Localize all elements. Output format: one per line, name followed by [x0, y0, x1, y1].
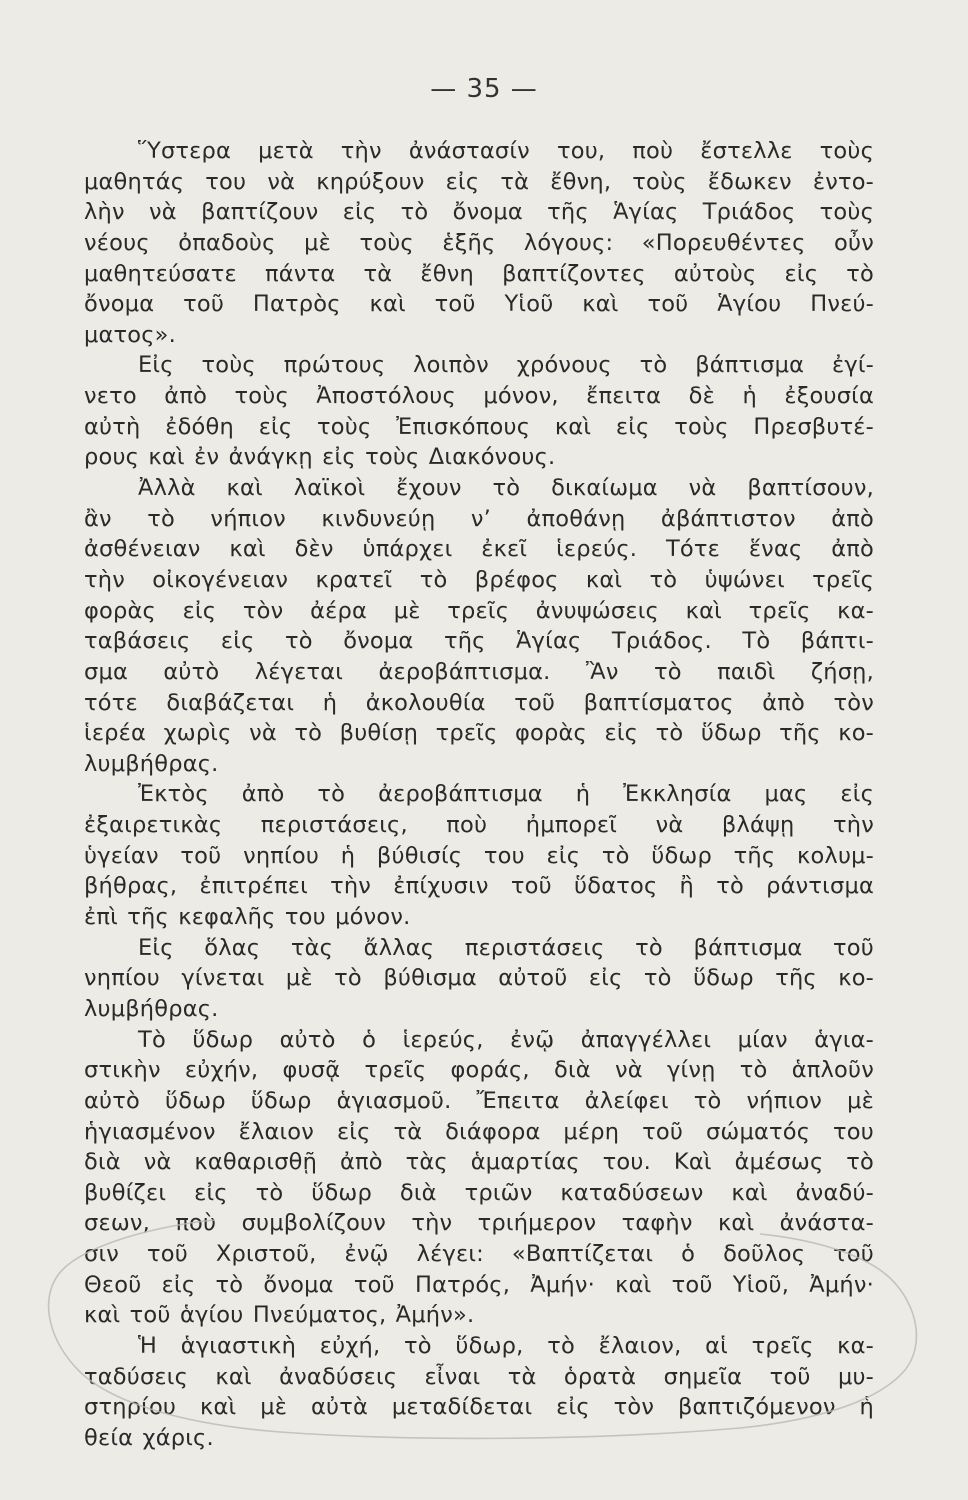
text-line: λυμβήθρας.: [84, 995, 219, 1022]
text-line: ρους καὶ ἐν ἀνάγκῃ εἰς τοὺς Διακόνους.: [84, 444, 556, 471]
text-line: σιν τοῦ Χριστοῦ, ἐνῷ λέγει: «Βαπτίζεται ὁ δοῦλος τοῦ: [84, 1241, 874, 1268]
text-line: Ὕστερα μετὰ τὴν ἀνάστασίν του, ποὺ ἔστελλε τοὺς: [138, 138, 874, 164]
text-line: Ἀλλὰ καὶ λαϊκοὶ ἔχουν τὸ δικαίωμα νὰ βαπτίσουν,: [138, 475, 874, 502]
text-line: Ἡ ἁγιαστικὴ εὐχή, τὸ ὕδωρ, τὸ ἔλαιον, αἱ τρεῖς κα-: [138, 1332, 874, 1359]
text-line: αὐτὸ ὕδωρ ὕδωρ ἁγιασμοῦ. Ἔπειτα ἀλείφει τὸ νήπιον μὲ: [84, 1087, 874, 1114]
text-line: Εἰς ὅλας τὰς ἄλλας περιστάσεις τὸ βάπτισμα τοῦ: [138, 934, 874, 961]
text-line: νετο ἀπὸ τοὺς Ἀποστόλους μόνον, ἔπειτα δὲ ἡ ἐξουσία: [84, 383, 874, 410]
text-line: ὄνομα τοῦ Πατρὸς καὶ τοῦ Υἱοῦ καὶ τοῦ Ἁγίου Πνεύ-: [84, 291, 874, 318]
text-line: θεία χάρις.: [84, 1424, 214, 1451]
text-line: διὰ νὰ καθαρισθῇ ἀπὸ τὰς ἁμαρτίας του. Καὶ ἀμέσως τὸ: [84, 1149, 874, 1176]
text-line: ματος».: [84, 321, 176, 348]
text-line: καὶ τοῦ ἁγίου Πνεύματος, Ἀμήν».: [84, 1302, 475, 1329]
text-line: σεων, ποὺ συμβολίζουν τὴν τριήμερον ταφὴν καὶ ἀνάστα-: [84, 1210, 874, 1237]
text-line: μαθητεύσατε πάντα τὰ ἔθνη βαπτίζοντες αὐτοὺς εἰς τὸ: [84, 260, 874, 287]
text-line: τὴν οἰκογένειαν κρατεῖ τὸ βρέφος καὶ τὸ ὑψώνει τρεῖς: [84, 566, 874, 593]
text-line: ἐπὶ τῆς κεφαλῆς του μόνον.: [84, 904, 411, 931]
text-line: ταβάσεις εἰς τὸ ὄνομα τῆς Ἁγίας Τριάδος. Τὸ βάπτι-: [84, 628, 874, 655]
text-line: Τὸ ὕδωρ αὐτὸ ὁ ἱερεύς, ἐνῷ ἀπαγγέλλει μίαν ἁγια-: [138, 1026, 874, 1053]
text-line: ἱερέα χωρὶς νὰ τὸ βυθίσῃ τρεῖς φορὰς εἰς τὸ ὕδωρ τῆς κο-: [84, 720, 874, 747]
text-line: στηρίου καὶ μὲ αὐτὰ μεταδίδεται εἰς τὸν βαπτιζόμενον ἡ: [84, 1394, 874, 1421]
text-line: ὑγείαν τοῦ νηπίου ἡ βύθισίς του εἰς τὸ ὕδωρ τῆς κολυμ-: [84, 842, 874, 869]
text-line: βυθίζει εἰς τὸ ὕδωρ διὰ τριῶν καταδύσεων καὶ ἀναδύ-: [84, 1179, 874, 1206]
text-line: Θεοῦ εἰς τὸ ὄνομα τοῦ Πατρός, Ἀμήν· καὶ τοῦ Υἱοῦ, Ἀμήν·: [84, 1271, 874, 1298]
text-line: ἡγιασμένον ἔλαιον εἰς τὰ διάφορα μέρη τοῦ σώματός του: [84, 1118, 874, 1145]
text-line: Ἐκτὸς ἀπὸ τὸ ἀεροβάπτισμα ἡ Ἐκκλησία μας εἰς: [138, 781, 874, 808]
text-line: τότε διαβάζεται ἡ ἀκολουθία τοῦ βαπτίσματος ἀπὸ τὸν: [84, 689, 874, 716]
text-line: λυμβήθρας.: [84, 750, 219, 777]
text-line: μαθητάς του νὰ κηρύξουν εἰς τὰ ἔθνη, τοὺς ἔδωκεν ἐντο-: [84, 168, 874, 195]
text-line: ἂν τὸ νήπιον κινδυνεύῃ ν’ ἀποθάνῃ ἀβάπτιστον ἀπὸ: [84, 505, 874, 532]
text-line: ταδύσεις καὶ ἀναδύσεις εἶναι τὰ ὁρατὰ σημεῖα τοῦ μυ-: [84, 1363, 874, 1390]
text-line: νέους ὀπαδοὺς μὲ τοὺς ἑξῆς λόγους: «Πορευθέντες οὖν: [84, 229, 874, 256]
text-line: στικὴν εὐχήν, φυσᾷ τρεῖς φοράς, διὰ νὰ γίνῃ τὸ ἁπλοῦν: [84, 1057, 874, 1084]
text-line: ἀσθένειαν καὶ δὲν ὑπάρχει ἐκεῖ ἱερεύς. Τότε ἕνας ἀπὸ: [84, 536, 874, 563]
text-line: λὴν νὰ βαπτίζουν εἰς τὸ ὄνομα τῆς Ἁγίας Τριάδος τοὺς: [84, 199, 874, 226]
body-text: [84, 136, 874, 1454]
text-line: φορὰς εἰς τὸν ἀέρα μὲ τρεῖς ἀνυψώσεις καὶ τρεῖς κα-: [84, 597, 874, 624]
text-line: σμα αὐτὸ λέγεται ἀεροβάπτισμα. Ἂν τὸ παιδὶ ζήσῃ,: [84, 658, 874, 685]
text-line: νηπίου γίνεται μὲ τὸ βύθισμα αὐτοῦ εἰς τὸ ὕδωρ τῆς κο-: [84, 965, 874, 992]
text-line: αὐτὴ ἐδόθη εἰς τοὺς Ἐπισκόπους καὶ εἰς τοὺς Πρεσβυτέ-: [84, 413, 874, 440]
text-line: ἐξαιρετικὰς περιστάσεις, ποὺ ἠμπορεῖ νὰ βλάψῃ τὴν: [84, 812, 874, 839]
text-line: Εἰς τοὺς πρώτους λοιπὸν χρόνους τὸ βάπτισμα ἐγί-: [138, 352, 874, 379]
text-line: βήθρας, ἐπιτρέπει τὴν ἐπίχυσιν τοῦ ὕδατος ἢ τὸ ράντισμα: [84, 873, 874, 900]
page-number: — 35 —: [430, 74, 538, 104]
